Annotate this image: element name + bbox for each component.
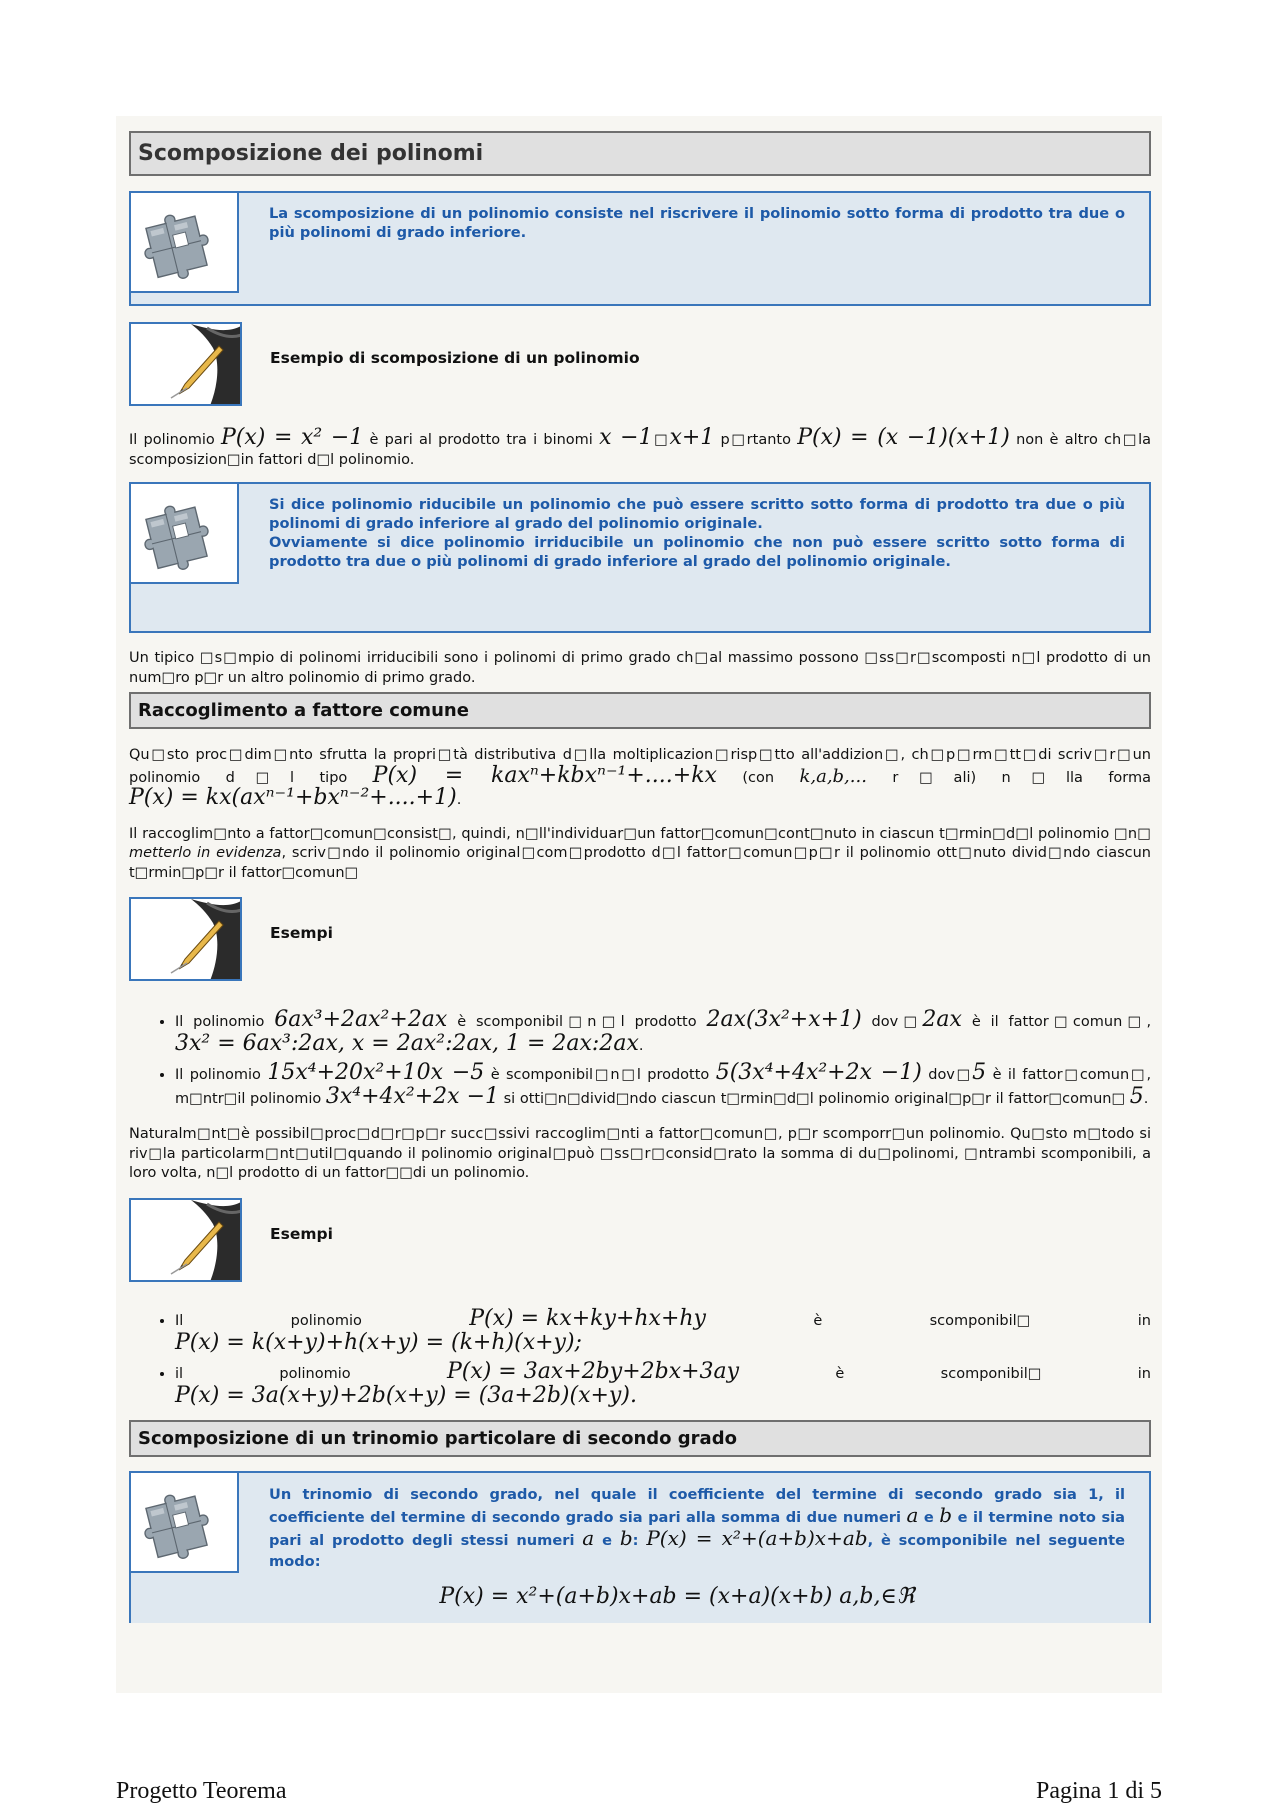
text-fragment: si otti□n□divid□ndo ciascun t□rmin□d□l polinomio original□p□r il fattor□comun□ bbox=[503, 1091, 1126, 1107]
math-formula: b bbox=[939, 1502, 953, 1527]
text-fragment: in bbox=[1137, 1312, 1151, 1329]
list-item bbox=[175, 1305, 1151, 1356]
math-formula: 2ax(3x²+x+1) bbox=[706, 1007, 862, 1032]
paragraph-raccoglimento-2 bbox=[129, 825, 1151, 884]
example-header-3 bbox=[129, 1198, 1151, 1282]
example-header-2 bbox=[129, 897, 1151, 981]
definition-box-trinomio bbox=[129, 1471, 1151, 1623]
text-fragment: • il bbox=[175, 1365, 184, 1382]
text-fragment: , è scomponibile nel seguente modo: bbox=[269, 1531, 1125, 1570]
example-label: Esempi bbox=[270, 924, 333, 942]
definition-trinomio bbox=[269, 1484, 1125, 1572]
text-fragment: . bbox=[1143, 1091, 1149, 1107]
text-fragment: e bbox=[923, 1508, 934, 1526]
math-formula: P(x) = kaxⁿ+kbxⁿ⁻¹+....+kx bbox=[372, 762, 717, 788]
text-fragment: Il polinomio bbox=[129, 432, 215, 448]
definition-riducibile: Si dice polinomio riducibile un polinomio che può essere scritto sotto forma di prodotto tra due o più polinomi di grado inferiore al grado del polinomio originale. bbox=[269, 496, 1125, 532]
math-formula: a bbox=[582, 1525, 595, 1550]
text-fragment: e bbox=[602, 1531, 612, 1549]
footer-right: Pagina 1 di 5 bbox=[1036, 1778, 1162, 1804]
puzzle-icon bbox=[131, 1473, 239, 1573]
puzzle-icon bbox=[131, 484, 239, 584]
math-formula: b bbox=[619, 1525, 633, 1550]
math-formula: 2ax bbox=[922, 1007, 962, 1032]
document-page bbox=[116, 116, 1162, 1693]
emphasis-text: metterlo in evidenza bbox=[129, 845, 282, 861]
paragraph-irriducibili: Un tipico □s□mpio di polinomi irriducibili sono i polinomi di primo grado ch□al massimo possono □ss□r□scomposti n□l prodotto di un num□ro p□r un altro polinomio di primo grado. bbox=[129, 650, 1151, 686]
paragraph-successivi: Naturalm□nt□è possibil□proc□d□r□p□r succ□ssivi raccoglim□nti a fattor□comun□, p□r scomporr□un polinomio. Qu□sto m□todo si riv□la particolarm□nt□util□quando il polinomio original□può □ss□r□consid□rato la somma di du□polinomi, □ntrambi scomponibili, a loro volta, n□l prodotto di un fattor□□di un polinomio. bbox=[129, 1126, 1151, 1181]
pencil-icon bbox=[129, 322, 242, 406]
pencil-icon bbox=[129, 1198, 242, 1282]
text-fragment: è il fattor□comun□, bbox=[971, 1014, 1152, 1030]
section-title-text: Scomposizione dei polinomi bbox=[138, 141, 484, 166]
math-formula: 5 bbox=[972, 1060, 987, 1085]
text-fragment: è pari al prodotto tra i binomi bbox=[369, 432, 593, 448]
math-formula: P(x) = (x −1)(x+1) bbox=[797, 425, 1010, 450]
text-fragment: p□rtanto bbox=[720, 432, 791, 448]
math-formula: 3x² = 6ax³:2ax, x = 2ax²:2ax, 1 = 2ax:2ax bbox=[175, 1031, 639, 1056]
math-formula: 15x⁴+20x²+10x −5 bbox=[267, 1060, 485, 1085]
text-fragment: Un trinomio di secondo grado, nel quale il coefficiente del termine di secondo grado sia 1, il coefficiente del termine di secondo grado sia pari alla somma di due numeri bbox=[269, 1485, 1125, 1526]
definition-text bbox=[239, 1473, 1149, 1623]
text-fragment: dov□ bbox=[871, 1014, 923, 1030]
text-fragment: • Il bbox=[175, 1312, 184, 1329]
example-header-1 bbox=[129, 322, 1151, 406]
paragraph-raccoglimento bbox=[129, 746, 1151, 811]
text-fragment: è bbox=[835, 1365, 845, 1382]
text-fragment: e il termine noto sia pari al prodotto degli stessi numeri bbox=[269, 1508, 1125, 1549]
math-formula: P(x) = 3ax+2by+2bx+3ay bbox=[446, 1358, 740, 1384]
text-fragment: polinomio bbox=[290, 1312, 362, 1329]
text-fragment: scomponibil□ bbox=[929, 1312, 1031, 1329]
text-fragment: : bbox=[632, 1531, 639, 1549]
math-formula: x −1 bbox=[599, 425, 653, 450]
text-fragment: Il polinomio bbox=[175, 1014, 265, 1030]
math-formula: a bbox=[906, 1502, 919, 1527]
definition-box-scomposizione bbox=[129, 191, 1151, 306]
list-item-line bbox=[175, 1305, 1151, 1332]
section-title-text: Raccoglimento a fattore comune bbox=[138, 700, 469, 721]
definition-box-riducibile bbox=[129, 482, 1151, 633]
definition-irriducibile: Ovviamente si dice polinomio irriducibile un polinomio che non può essere scritto sotto forma di prodotto tra due o più polinomi di grado inferiore al grado del polinomio originale. bbox=[269, 534, 1125, 570]
text-fragment: Qu□sto proc□dim□nto sfrutta la propri□tà distributiva d□lla moltiplicazion□risp□tto all'addizion□, ch□p□rm□tt□di scriv□r□un polinomio d□l tipo bbox=[129, 747, 1151, 786]
math-formula: P(x) = kx+ky+hx+hy bbox=[469, 1305, 706, 1331]
examples-list-successivi bbox=[129, 1305, 1151, 1409]
text-fragment: Il raccoglim□nto a fattor□comun□consist□, quindi, n□ll'individuar□un fattor□comun□cont□nuto in ciascun t□rmin□d□l polinomio □n□ bbox=[129, 825, 1151, 842]
text-fragment: (con bbox=[742, 769, 775, 786]
formula-centered bbox=[229, 1583, 1125, 1609]
text-fragment: scomponibil□ bbox=[940, 1365, 1042, 1382]
math-formula: P(x) = k(x+y)+h(x+y) = (k+h)(x+y); bbox=[175, 1329, 582, 1355]
text-fragment: . bbox=[456, 792, 462, 808]
list-item bbox=[175, 1062, 1151, 1110]
example-paragraph-polinomio bbox=[129, 425, 1152, 470]
math-formula: 6ax³+2ax²+2ax bbox=[274, 1007, 448, 1032]
list-item bbox=[175, 1009, 1151, 1057]
example-label: Esempio di scomposizione di un polinomio bbox=[270, 349, 640, 367]
section-title-scomposizione bbox=[129, 131, 1151, 176]
text-fragment: in bbox=[1137, 1365, 1151, 1382]
text-fragment: dov□ bbox=[928, 1067, 973, 1083]
definition-paragraph: La scomposizione di un polinomio consiste nel riscrivere il polinomio sotto forma di prodotto tra due o più polinomi di grado inferiore. bbox=[269, 205, 1125, 241]
math-formula: 3x⁴+4x²+2x −1 bbox=[325, 1084, 500, 1109]
text-fragment: r□ali) n□lla forma bbox=[892, 769, 1152, 786]
text-fragment: non è altro ch□la scomposizion□in fattori d□l polinomio. bbox=[129, 432, 1152, 468]
section-title-raccoglimento bbox=[129, 692, 1151, 729]
text-fragment: □ bbox=[652, 432, 670, 448]
text-fragment: è il fattor□comun□, m□ntr□il polinomio bbox=[175, 1067, 1152, 1107]
text-fragment: è bbox=[813, 1312, 823, 1329]
text-fragment: è scomponibil□n□l prodotto bbox=[490, 1067, 710, 1083]
math-formula: 5(3x⁴+4x²+2x −1) bbox=[715, 1060, 922, 1085]
list-item-line bbox=[175, 1358, 1151, 1385]
footer-left: Progetto Teorema bbox=[116, 1778, 287, 1804]
text-fragment: , scriv□ndo il polinomio original□com□prodotto d□l fattor□comun□p□r il polinomio ott□nuto divid□ndo ciascun t□rmin□p□r il fattor□comun□ bbox=[129, 845, 1151, 881]
math-formula: P(x) = x²+(a+b)x+ab = (x+a)(x+b) a,b,∈ℜ bbox=[439, 1583, 915, 1609]
section-title-text: Scomposizione di un trinomio particolare di secondo grado bbox=[138, 1427, 737, 1449]
text-fragment: è scomponibil□n□l prodotto bbox=[457, 1014, 697, 1030]
math-formula: P(x) = kx(axⁿ⁻¹+bxⁿ⁻²+....+1) bbox=[129, 785, 457, 810]
math-formula: k,a,b,... bbox=[799, 765, 867, 787]
examples-list-raccoglimento bbox=[129, 1009, 1151, 1110]
definition-text bbox=[239, 484, 1149, 631]
math-formula: P(x) = x²+(a+b)x+ab bbox=[646, 1525, 868, 1550]
pencil-icon bbox=[129, 897, 242, 981]
math-formula: 5 bbox=[1129, 1084, 1144, 1109]
text-fragment: . bbox=[638, 1038, 644, 1054]
math-formula: P(x) = 3a(x+y)+2b(x+y) = (3a+2b)(x+y). bbox=[175, 1382, 637, 1408]
math-formula: x+1 bbox=[669, 425, 715, 450]
definition-text bbox=[239, 193, 1149, 304]
text-fragment: polinomio bbox=[279, 1365, 351, 1382]
puzzle-icon bbox=[131, 193, 239, 293]
page-content bbox=[129, 131, 1151, 1623]
text-fragment: Il polinomio bbox=[175, 1067, 261, 1083]
section-title-trinomio bbox=[129, 1420, 1151, 1457]
list-item bbox=[175, 1358, 1151, 1409]
math-formula: P(x) = x² −1 bbox=[220, 425, 364, 450]
example-label: Esempi bbox=[270, 1224, 333, 1243]
